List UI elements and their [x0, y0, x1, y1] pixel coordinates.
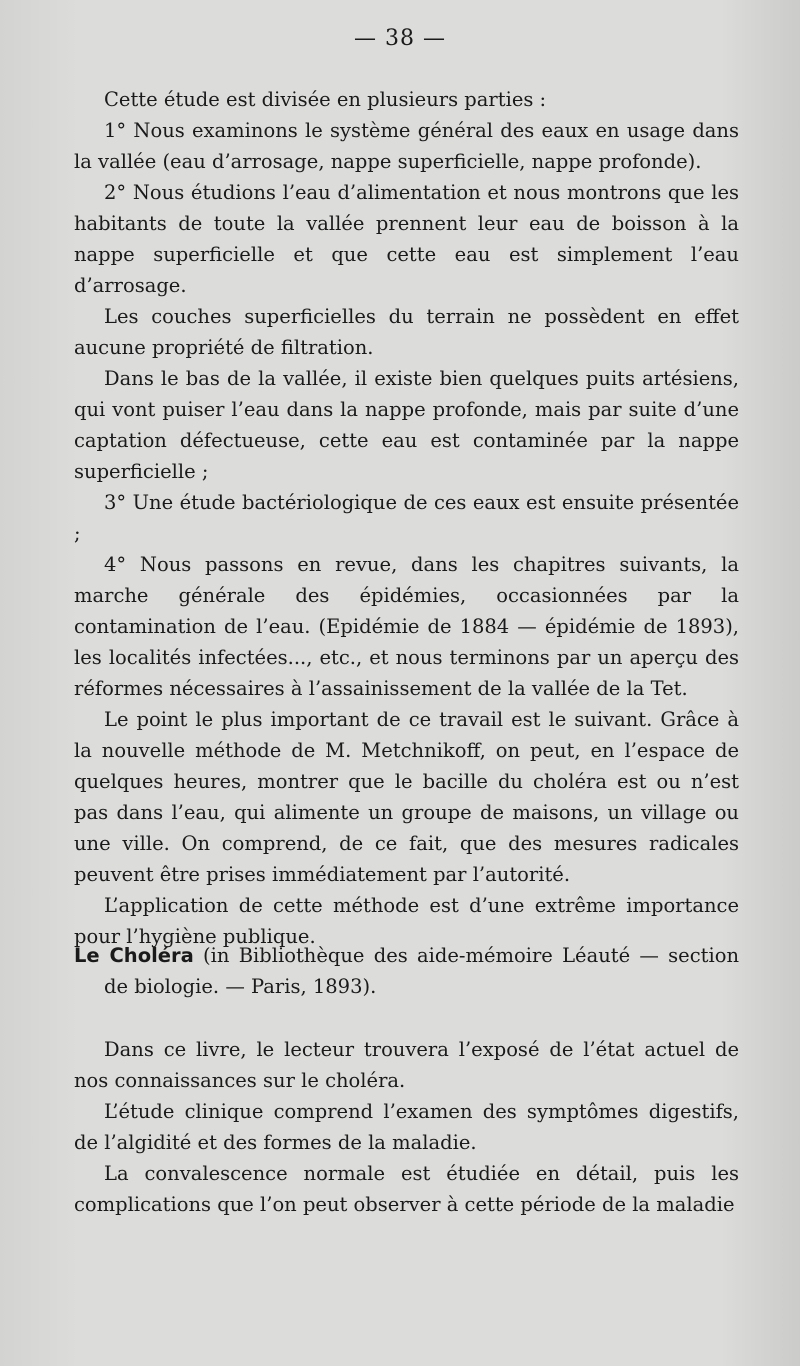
paragraph: 4° Nous passons en revue, dans les chapitres suivants, la marche générale des épidémies, occasionnées par la contamination de l’eau. (Epidémie de 1884 — épidémie de 1893), les localités infectées..., etc., et nous terminons par un aperçu des réformes nécessaires à l’assainissement de la vallée de la Tet.: [74, 553, 739, 700]
paragraph: La convalescence normale est étudiée en détail, puis les complications que l’on peut observer à cette période de la maladie: [74, 1162, 739, 1216]
paragraph: L’application de cette méthode est d’une extrême importance pour l’hygiène publique.: [74, 894, 739, 948]
section-1: [74, 84, 739, 952]
bibliography-entry: [74, 940, 739, 1002]
paragraph: 1° Nous examinons le système général des eaux en usage dans la vallée (eau d’arrosage, nappe superficielle, nappe profonde).: [74, 119, 739, 173]
paragraph: 2° Nous étudions l’eau d’alimentation et nous montrons que les habitants de toute la vallée prennent leur eau de boisson à la nappe superficielle et que cette eau est simplement l’eau d’arrosage.: [74, 181, 739, 297]
paragraph: Les couches superficielles du terrain ne possèdent en effet aucune propriété de filtration.: [74, 305, 739, 359]
entry-citation: (in Bibliothèque des aide-mémoire Léauté — section de biologie. — Paris, 1893).: [104, 944, 740, 998]
paragraph: Dans ce livre, le lecteur trouvera l’exposé de l’état actuel de nos connaissances sur le choléra.: [74, 1038, 739, 1092]
paragraph: Le point le plus important de ce travail est le suivant. Grâce à la nouvelle méthode de M. Metchnikoff, on peut, en l’espace de quelques heures, montrer que le bacille du choléra est ou n’est pas dans l’eau, qui alimente un groupe de maisons, un village ou une ville. On comprend, de ce fait, que des mesures radicales peuvent être prises immédiatement par l’autorité.: [74, 708, 739, 886]
paragraph: 3° Une étude bactériologique de ces eaux est ensuite présentée ;: [74, 491, 739, 545]
paragraph: Dans le bas de la vallée, il existe bien quelques puits artésiens, qui vont puiser l’eau dans la nappe profonde, mais par suite d’une captation défectueuse, cette eau est contaminée par la nappe superficielle ;: [74, 367, 739, 483]
paragraph: Cette étude est divisée en plusieurs parties :: [104, 88, 547, 111]
paragraph: L’étude clinique comprend l’examen des symptômes digestifs, de l’algidité et des formes de la maladie.: [74, 1100, 739, 1154]
entry-text: [74, 940, 739, 1002]
page-number: — 38 —: [354, 26, 446, 51]
entry-title: Le Choléra: [74, 944, 194, 967]
section-2: [74, 1034, 739, 1220]
